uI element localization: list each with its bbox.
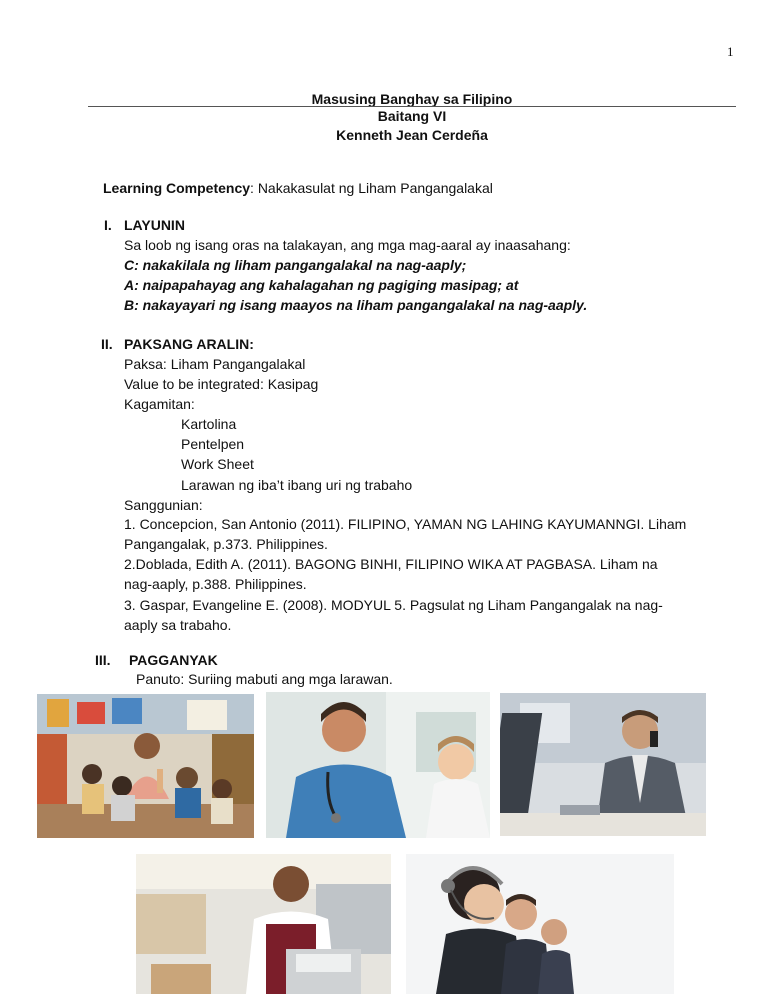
section-3-number: III. [95,652,111,668]
sanggunian-label: Sanggunian: [124,497,203,513]
cashier-photo [136,854,391,994]
kagamitan-label: Kagamitan: [124,396,195,412]
learning-competency [103,180,493,196]
material-item: Kartolina [181,416,237,432]
material-item: Pentelpen [181,436,245,452]
value-integrated: Value to be integrated: Kasipag [124,376,319,392]
competency-label: Learning Competency [103,180,251,196]
document-title: Masusing Banghay sa Filipino [311,91,513,107]
grade-level: Baitang VI [377,108,447,124]
reference-line: Pangangalak, p.373. Philippines. [124,536,328,552]
section-1-title: LAYUNIN [124,217,185,233]
objective-behavioral: B: nakayayari ng isang maayos na liham pangangalakal na nag-aaply. [124,297,588,313]
reference-line: 2.Doblada, Edith A. (2011). BAGONG BINHI, FILIPINO WIKA AT PAGBASA. Liham na [124,556,658,572]
section-2-title: PAKSANG ARALIN: [124,336,254,352]
competency-sep: : [250,180,254,196]
section-1-number: I. [104,217,112,233]
reference-line: 3. Gaspar, Evangeline E. (2008). MODYUL 5. Pagsulat ng Liham Pangangalak na nag- [124,597,663,613]
author-name: Kenneth Jean Cerdeña [336,127,488,143]
businessman-photo [500,693,706,836]
objective-affective: A: naipapahayag ang kahalagahan ng pagiging masipag; at [124,277,519,293]
instruction-text: Panuto: Suriing mabuti ang mga larawan. [136,671,393,687]
section-2-number: II. [101,336,113,352]
nurse-photo [266,692,490,838]
material-item: Larawan ng iba’t ibang uri ng trabaho [181,477,413,493]
paksa: Paksa: Liham Pangangalakal [124,356,306,372]
material-item: Work Sheet [181,456,254,472]
header-rule [88,106,736,107]
reference-line: 1. Concepcion, San Antonio (2011). FILIPINO, YAMAN NG LAHING KAYUMANNGI. Liham [124,516,687,532]
objective-cognitive: C: nakakilala ng liham pangangalakal na nag-aaply; [124,257,467,273]
section-3-title: PAGGANYAK [129,652,218,668]
competency-text: Nakakasulat ng Liham Pangangalakal [257,180,493,196]
reference-line: nag-aaply, p.388. Philippines. [124,576,307,592]
reference-line: aaply sa trabaho. [124,617,232,633]
page-number: 1 [727,44,734,59]
call-center-photo [406,854,674,994]
classroom-photo [37,694,254,838]
objectives-intro: Sa loob ng isang oras na talakayan, ang mga mag-aaral ay inaasahang: [124,237,571,253]
